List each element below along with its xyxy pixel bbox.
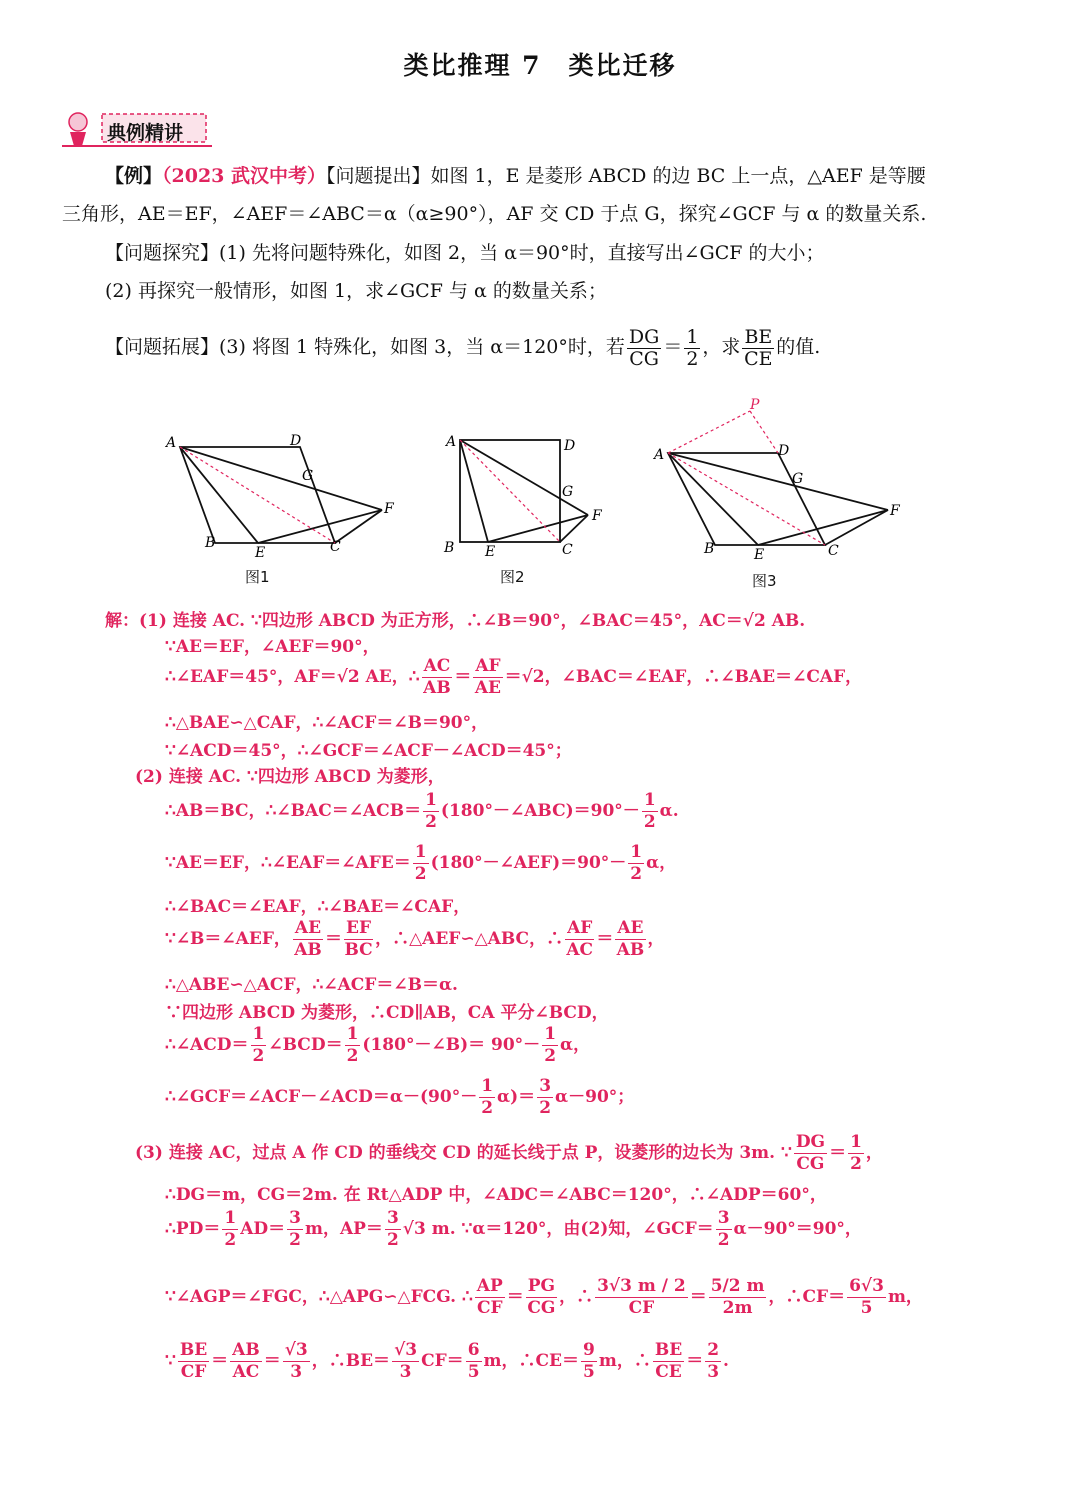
solution-line-13: ∴∠ACD＝ $\frac{1}{2}$ ∠BCD＝ $\frac{1}{2}$ (180°－∠B)＝ 90°－ $\frac{1}{2}$ α， [165, 1024, 591, 1066]
solution-line-8: ∵AE＝EF，∴∠EAF＝∠AFE＝ $\frac{1}{2}$ (180°－∠AEF)＝90°－ $\frac{1}{2}$ α， [165, 842, 677, 884]
problem-line-4: (2) 再探究一般情形，如图 1，求∠GCF 与 α 的数量关系； [105, 280, 607, 302]
figure-3-caption: 图3 [752, 572, 777, 590]
svg-text:E: E [485, 544, 496, 560]
svg-text:A: A [654, 447, 665, 463]
svg-text:D: D [290, 433, 302, 449]
svg-text:B: B [205, 535, 216, 551]
solution-line-3: ∴∠EAF＝45°，AF＝√2 AE，∴ $\frac{AC}{AB}$ ＝ $\frac{AF}{AE}$ ＝√2，∠BAC＝∠EAF，∴∠BAE＝∠CAF， [165, 656, 863, 698]
problem-line-5: 【问题拓展】(3) 将图 1 特殊化，如图 3，当 α＝120°时，若 $\frac{DG}{CG}$ ＝ $\frac{1}{2}$ ，求 $\frac{BE}{CE}$ 的值. [105, 325, 821, 370]
svg-text:G: G [302, 468, 314, 484]
svg-text:G: G [562, 484, 574, 500]
solution-line-17: ∴PD＝ $\frac{1}{2}$ AD＝ $\frac{3}{2}$ m，AP＝ $\frac{3}{2}$ √3 m. ∵α＝120°，由(2)知，∠GCF＝ $\frac{3}{2}$ α－90°＝90°， [165, 1208, 862, 1250]
solution-line-5: ∵∠ACD＝45°，∴∠GCF＝∠ACF－∠ACD＝45°； [165, 741, 572, 761]
svg-text:B: B [704, 541, 715, 557]
svg-text:E: E [255, 545, 266, 561]
solution-line-14: ∴∠GCF＝∠ACF－∠ACD＝α－(90°－ $\frac{1}{2}$ α)＝ $\frac{3}{2}$ α－90°； [165, 1076, 635, 1118]
svg-text:E: E [754, 547, 765, 563]
svg-text:G: G [792, 471, 804, 487]
figure-2-caption: 图2 [500, 568, 525, 586]
svg-text:F: F [384, 501, 394, 517]
svg-text:D: D [778, 443, 790, 459]
solution-line-1: 解：(1) 连接 AC. ∵四边形 ABCD 为正方形，∴∠B＝90°，∠BAC＝45°，AC＝√2 AB. [105, 611, 806, 631]
svg-text:C: C [828, 543, 839, 559]
svg-text:B: B [444, 540, 455, 556]
problem-line-3: 【问题探究】(1) 先将问题特殊化，如图 2，当 α＝90°时，直接写出∠GCF 的大小； [105, 242, 825, 264]
solution-line-6: (2) 连接 AC. ∵四边形 ABCD 为菱形， [135, 767, 445, 787]
figure-1-caption: 图1 [245, 568, 270, 586]
solution-line-11: ∴△ABE∽△ACF，∴∠ACF＝∠B＝α. [165, 975, 458, 995]
solution-line-7: ∴AB＝BC，∴∠BAC＝∠ACB＝ $\frac{1}{2}$ (180°－∠ABC)＝90°－ $\frac{1}{2}$ α. [165, 790, 679, 832]
girl-mascot-icon [69, 113, 87, 131]
problem-line-1: 【例】（2023 武汉中考）【问题提出】如图 1，E 是菱形 ABCD 的边 BC 上一点，△AEF 是等腰 [105, 165, 926, 187]
solution-line-9: ∴∠BAC＝∠EAF，∴∠BAE＝∠CAF， [165, 897, 471, 917]
svg-text:C: C [330, 539, 341, 555]
figure-2 [440, 430, 615, 565]
figure-3 [650, 395, 910, 570]
solution-line-12: ∵四边形 ABCD 为菱形，∴CD∥AB，CA 平分∠BCD， [165, 1003, 609, 1023]
svg-text:A: A [166, 435, 177, 451]
section-title: 典例精讲 [107, 122, 184, 144]
solution-line-2: ∵AE＝EF，∠AEF＝90°， [165, 637, 380, 657]
solution-line-4: ∴△BAE∽△CAF，∴∠ACF＝∠B＝90°， [165, 713, 489, 733]
solution-line-15: (3) 连接 AC，过点 A 作 CD 的垂线交 CD 的延长线于点 P，设菱形的边长为 3m. ∵ $\frac{DG}{CG}$ ＝ $\frac{1}{2}$ ， [135, 1132, 883, 1174]
svg-text:C: C [562, 542, 573, 558]
svg-text:P: P [750, 397, 760, 413]
svg-text:A: A [446, 434, 457, 450]
svg-text:F: F [592, 508, 602, 524]
svg-text:D: D [564, 438, 576, 454]
problem-line-2: 三角形，AE＝EF，∠AEF＝∠ABC＝α（α≥90°），AF 交 CD 于点 G，探究∠GCF 与 α 的数量关系. [62, 203, 927, 225]
solution-line-18: ∵∠AGP＝∠FGC，∴△APG∽△FCG. ∴ $\frac{AP}{CF}$ ＝ $\frac{PG}{CG}$ ，∴ $\frac{3√3 m / 2}{CF}$ ＝ $\frac{5/2 m}{2m}$ ，∴CF＝ $\frac{6√3}{5}$ m， [165, 1276, 923, 1318]
solution-line-19: ∵ $\frac{BE}{CF}$ ＝ $\frac{AB}{AC}$ ＝ $\frac{√3}{3}$ ，∴BE＝ $\frac{√3}{3}$ CF＝ $\frac{6}{5}$ m，∴CE＝ $\frac{9}{5}$ m，∴ $\frac{BE}{CE}$ ＝ $\frac{2}{3}$ . [165, 1340, 729, 1382]
figure-1 [160, 425, 405, 565]
page-title: 类比推理 7 类比迁移 [403, 51, 677, 80]
solution-line-16: ∴DG＝m，CG＝2m. 在 Rt△ADP 中，∠ADC＝∠ABC＝120°，∴∠ADP＝60°， [165, 1185, 827, 1205]
solution-line-10: ∵∠B＝∠AEF， $\frac{AE}{AB}$ ＝ $\frac{EF}{BC}$ ，∴△AEF∽△ABC，∴ $\frac{AF}{AC}$ ＝ $\frac{AE}{AB}$ ， [165, 918, 665, 960]
svg-text:F: F [890, 503, 900, 519]
